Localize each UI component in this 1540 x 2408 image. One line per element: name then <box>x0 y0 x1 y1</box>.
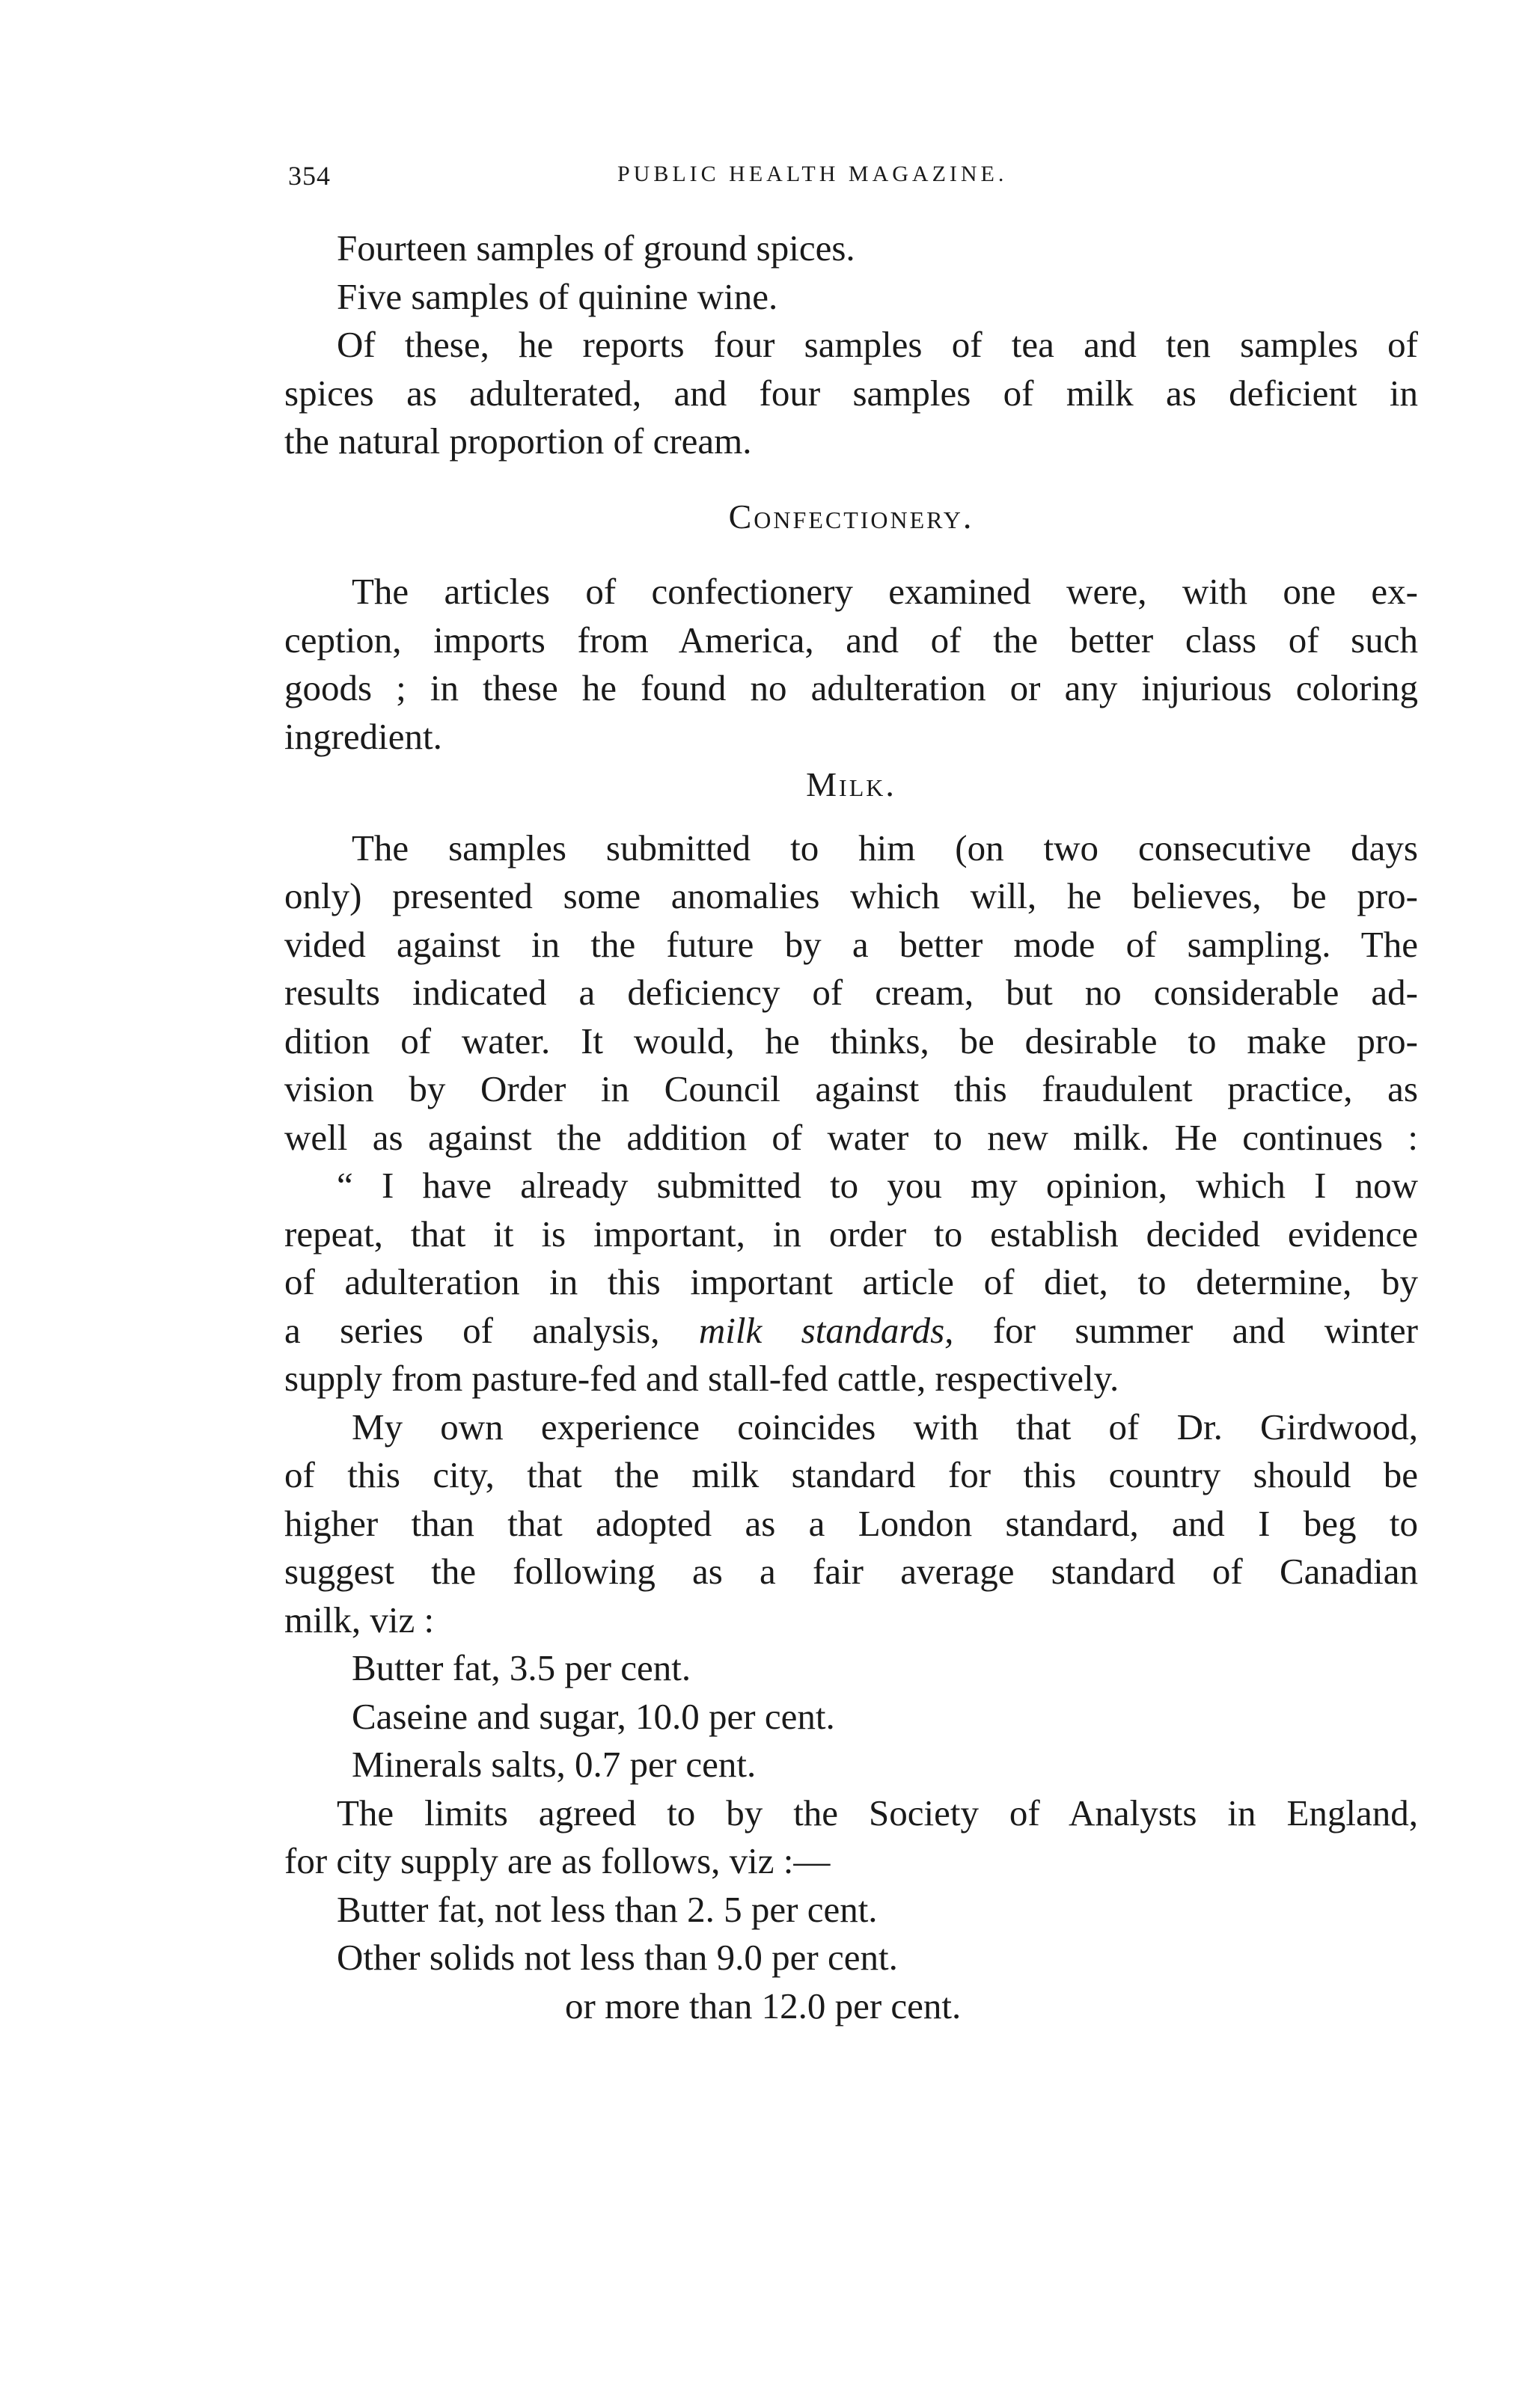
standard-line: Caseine and sugar, 10.0 per cent. <box>352 1695 835 1737</box>
intro-line: Of these, he reports four samples of tea and ten samples of <box>337 324 1418 365</box>
milk-line: only) presented some anomalies which will, he believes, be pro- <box>284 875 1418 916</box>
limit-value-line: Butter fat, not less than 2. 5 per cent. <box>337 1888 878 1930</box>
limits-line: for city supply are as follows, viz :— <box>284 1840 831 1881</box>
milk-line: dition of water. It would, he thinks, be desirable to make pro- <box>284 1020 1418 1061</box>
milk-line: results indicated a deficiency of cream, but no considerable ad- <box>284 972 1418 1013</box>
standard-line: Minerals salts, 0.7 per cent. <box>352 1744 757 1785</box>
intro-line: the natural proportion of cream. <box>284 420 752 462</box>
experience-line: higher than that adopted as a London standard, and I beg to <box>284 1502 1418 1544</box>
quote-line: of adulteration in this important article of diet, to determine, by <box>284 1261 1418 1302</box>
italic-milk-standards: milk standards, <box>698 1309 954 1351</box>
quote-text: for summer and winter <box>953 1309 1418 1351</box>
page-number: 354 <box>288 161 331 191</box>
experience-line: of this city, that the milk standard for this country should be <box>284 1454 1418 1495</box>
quote-line-milk-standards <box>284 1307 1418 1355</box>
limits-line: The limits agreed to by the Society of Analysts in England, <box>337 1792 1418 1833</box>
running-header <box>288 160 1111 205</box>
confectionery-line: ingredient. <box>284 715 442 757</box>
standard-line: Butter fat, 3.5 per cent. <box>352 1647 691 1688</box>
milk-line: well as against the addition of water to new milk. He continues : <box>284 1116 1418 1158</box>
quote-line: supply from pasture-fed and stall-fed cattle, respectively. <box>284 1358 1119 1399</box>
limit-value-line: Other solids not less than 9.0 per cent. <box>337 1937 898 1978</box>
section-heading-milk: Milk. <box>806 765 896 803</box>
intro-line: spices as adulterated, and four samples of milk as deficient in <box>284 372 1418 414</box>
milk-line: vided against in the future by a better mode of sampling. The <box>284 923 1418 965</box>
confectionery-line: The articles of confectionery examined were, with one ex- <box>352 571 1418 612</box>
confectionery-line: goods ; in these he found no adulteration or any injurious coloring <box>284 667 1418 708</box>
quote-line: “ I have already submitted to you my opinion, which I now <box>337 1165 1418 1206</box>
confectionery-line: ception, imports from America, and of the better class of such <box>284 619 1418 661</box>
milk-line: vision by Order in Council against this fraudulent practice, as <box>284 1068 1418 1109</box>
intro-line: Fourteen samples of ground spices. <box>337 227 855 269</box>
milk-line: The samples submitted to him (on two consecutive days <box>352 827 1418 868</box>
experience-line: milk, viz : <box>284 1599 435 1640</box>
quote-line: repeat, that it is important, in order to establish decided evidence <box>284 1213 1418 1254</box>
experience-line: My own experience coincides with that of Dr. Girdwood, <box>352 1406 1418 1447</box>
intro-line: Five samples of quinine wine. <box>337 275 778 317</box>
final-limit-line: or more than 12.0 per cent. <box>565 1985 962 2026</box>
experience-line: suggest the following as a fair average standard of Canadian <box>284 1551 1418 1592</box>
quote-text: a series of analysis, <box>284 1309 699 1351</box>
running-title: PUBLIC HEALTH MAGAZINE. <box>617 162 1008 186</box>
body-text <box>284 224 1418 2030</box>
section-heading-confectionery: Confectionery. <box>728 497 974 536</box>
